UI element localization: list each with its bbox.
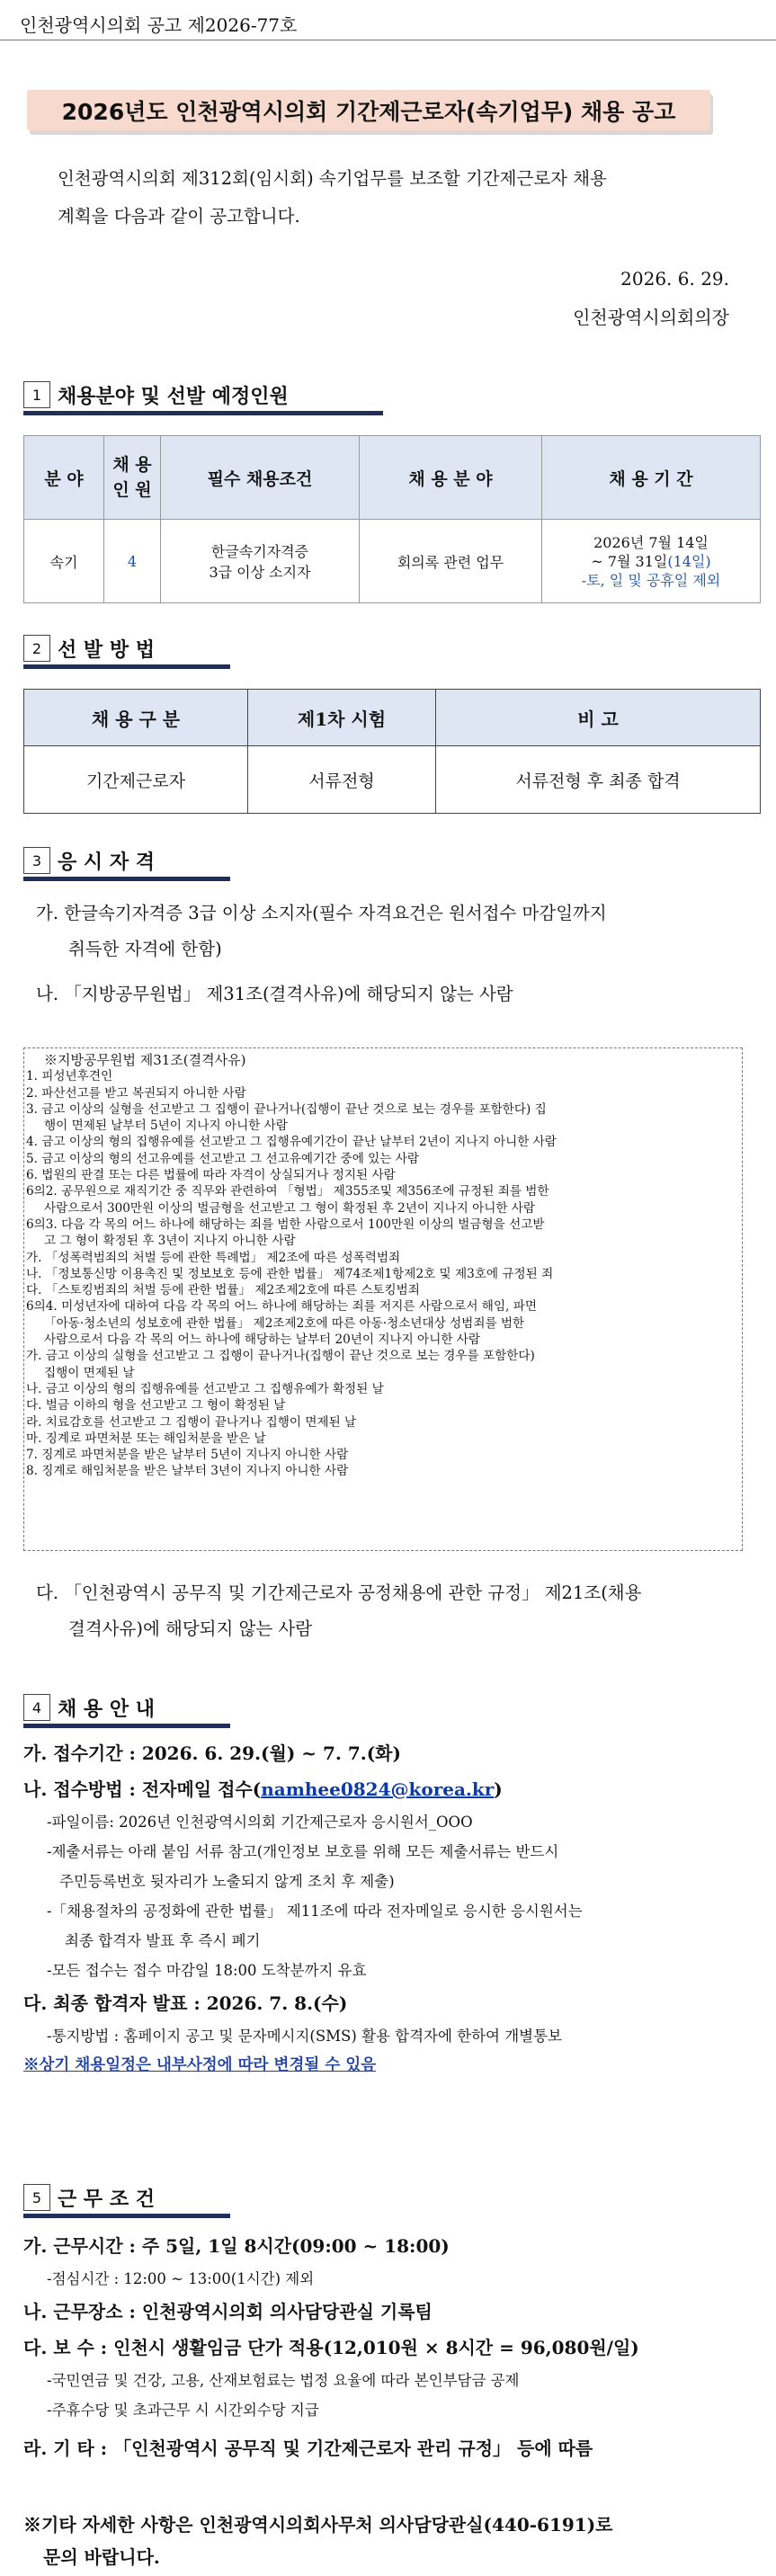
col-header: 채 용 기 간 <box>542 436 761 520</box>
box-line: 2. 파산선고를 받고 복권되지 아니한 사람 <box>26 1085 246 1101</box>
intro-line-2: 계획을 다음과 같이 공고합니다. <box>58 206 300 227</box>
box-line: 1. 피성년후견인 <box>26 1069 113 1084</box>
documents-rule-cont: 주민등록번호 뒷자리가 노출되지 않게 조치 후 제출) <box>59 1873 395 1890</box>
qualification-da <box>36 1575 755 1647</box>
col-header: 필수 채용조건 <box>161 436 360 520</box>
section-4-heading <box>23 1690 230 1725</box>
section-title: 채 용 안 내 <box>58 1698 155 1721</box>
table-cell: 서류전형 후 최종 합격 <box>436 746 761 814</box>
contact-note <box>23 2509 761 2573</box>
section-underline <box>23 664 230 669</box>
section-2-heading <box>23 631 230 665</box>
deadline-rule: -모든 접수는 접수 마감일 18:00 도착분까지 유효 <box>47 1962 367 1979</box>
box-line: 사람으로서 300만원 이상의 벌금형을 선고받고 그 형이 확정된 후 2년이 지나지 아니한 사람 <box>44 1200 536 1216</box>
email-link[interactable]: namhee0824@korea.kr <box>261 1778 495 1800</box>
qualification-na: 나. 「지방공무원법」 제31조(결격사유)에 해당되지 않는 사람 <box>36 984 513 1004</box>
box-line: 나. 「정보통신망 이용촉진 및 정보보호 등에 관한 법률」 제74조제1항제2호 및 제3호에 규정된 죄 <box>26 1266 554 1281</box>
box-line: 8. 징계로 해임처분을 받은 날부터 3년이 지나지 아니한 사람 <box>26 1464 349 1479</box>
section-underline <box>23 411 383 415</box>
section-underline <box>23 1724 230 1728</box>
section-5-heading <box>23 2180 230 2215</box>
disposal-rule-cont: 최종 합격자 발표 후 즉시 폐기 <box>65 1932 261 1949</box>
cell-field: 속기 <box>24 520 104 603</box>
box-line: 4. 금고 이상의 형의 집행유예를 선고받고 그 집행유예기간이 끝난 날부터 2년이 지나지 아니한 사람 <box>26 1135 557 1150</box>
other-conditions: 라. 기 타 : 「인천광역시 공무직 및 기간제근로자 관리 규정」 등에 따름 <box>23 2438 593 2459</box>
issuer-name: 인천광역시의회의장 <box>573 307 729 328</box>
salary: 다. 보 수 : 인천시 생활임금 단가 적용(12,010원 × 8시간 = 96,080원/일) <box>23 2337 639 2358</box>
box-line: 5. 금고 이상의 형의 선고유예를 선고받고 그 선고유예기간 중에 있는 사람 <box>26 1151 419 1166</box>
box-line: 6의2. 공무원으로 재직기간 중 직무와 관련하여 「형법」 제355조및 제356조에 규정된 죄를 범한 <box>26 1184 549 1199</box>
contact-line: 문의 바랍니다. <box>43 2546 160 2568</box>
section-3-heading <box>23 843 230 878</box>
section-number: 5 <box>23 2184 50 2211</box>
result-announcement: 다. 최종 합격자 발표 : 2026. 7. 8.(수) <box>23 1992 348 2014</box>
lunch-time: -점심시간 : 12:00 ~ 13:00(1시간) 제외 <box>47 2270 315 2287</box>
table-row <box>24 746 761 814</box>
box-line: 마. 징계로 파면처분 또는 해임처분을 받은 날 <box>26 1431 266 1446</box>
section-title: 선 발 방 법 <box>58 638 155 662</box>
section-1-heading <box>23 378 383 412</box>
section-number: 2 <box>23 635 50 662</box>
schedule-change-note: ※상기 채용일정은 내부사정에 따라 변경될 수 있음 <box>23 2056 377 2074</box>
selection-table <box>23 689 761 814</box>
document-number: 인천광역시의회 공고 제2026-77호 <box>20 14 298 36</box>
box-line: 「아동·청소년의 성보호에 관한 법률」 제2조제2호에 따른 아동·청소년대상 성범죄를 범한 <box>44 1315 525 1331</box>
period-line: ~ 7월 31일(14일) <box>591 552 711 570</box>
box-line: 가. 「성폭력범죄의 처벌 등에 관한 특례법」 제2조에 따른 성폭력범죄 <box>26 1250 401 1265</box>
period-line: -토, 일 및 공휴일 제외 <box>581 571 721 589</box>
section-number: 1 <box>23 381 50 408</box>
qualification-ga <box>36 896 755 967</box>
box-line: 6의4. 미성년자에 대하여 다음 각 목의 어느 하나에 해당하는 죄를 저지른 사람으로서 해임, 파면 <box>26 1299 537 1315</box>
col-header: 비 고 <box>436 690 761 746</box>
section-underline <box>23 877 230 881</box>
contact-line: ※기타 자세한 사항은 인천광역시의회사무처 의사담당관실(440-6191)로 <box>23 2514 613 2536</box>
notice-date: 2026. 6. 29. <box>620 268 729 290</box>
box-title: ※지방공무원법 제31조(결격사유) <box>44 1052 246 1068</box>
work-hours: 가. 근무시간 : 주 5일, 1일 8시간(09:00 ~ 18:00) <box>23 2235 450 2257</box>
box-line: 고 그 형이 확정된 후 3년이 지나지 아니한 사람 <box>44 1234 296 1249</box>
intro-line-1: 인천광역시의회 제312회(임시회) 속기업무를 보조할 기간제근로자 채용 <box>58 168 607 189</box>
work-place: 나. 근무장소 : 인천광역시의회 의사담당관실 기록팀 <box>23 2301 433 2322</box>
recruitment-table <box>23 435 761 603</box>
documents-rule: -제출서류는 아래 붙임 서류 참고(개인정보 보호를 위해 모든 제출서류는 반드시 <box>47 1843 559 1860</box>
col-header: 채 용 분 야 <box>360 436 542 520</box>
section-title: 응 시 자 격 <box>58 851 155 874</box>
table-cell: 서류전형 <box>248 746 436 814</box>
qualification-line: 가. 한글속기자격증 3급 이상 소지자(필수 자격요건은 원서접수 마감일까지 <box>36 903 607 923</box>
cell-count: 4 <box>104 520 161 603</box>
col-header: 분 야 <box>24 436 104 520</box>
section-title: 근 무 조 건 <box>58 2188 155 2211</box>
period-line: 2026년 7월 14일 <box>593 533 709 551</box>
col-header: 채 용 구 분 <box>24 690 248 746</box>
table-cell: 기간제근로자 <box>24 746 248 814</box>
box-line: 집행이 면제된 날 <box>44 1365 135 1380</box>
box-line: 다. 벌금 이하의 형을 선고받고 그 형이 확정된 날 <box>26 1398 286 1413</box>
section-number: 4 <box>23 1694 50 1721</box>
qualification-line: 결격사유)에 해당되지 않는 사람 <box>68 1618 313 1639</box>
work-conditions <box>23 2228 743 2466</box>
section-number: 3 <box>23 847 50 874</box>
condition-line: 3급 이상 소지자 <box>209 564 311 581</box>
disposal-rule: -「채용절차의 공정화에 관한 법률」 제11조에 따라 전자메일로 응시한 응시원서는 <box>47 1903 583 1920</box>
qualification-line: 다. 「인천광역시 공무직 및 기간제근로자 공정채용에 관한 규정」 제21조(채용 <box>36 1582 642 1603</box>
box-line: 나. 금고 이상의 형의 집행유예를 선고받고 그 집행유예가 확정된 날 <box>26 1381 384 1396</box>
insurance-note: -국민연금 및 건강, 고용, 산재보험료는 법정 요율에 따라 본인부담금 공제 <box>47 2372 520 2389</box>
allowance-note: -주휴수당 및 초과근무 시 시간외수당 지급 <box>47 2402 319 2419</box>
box-line: 6의3. 다음 각 목의 어느 하나에 해당하는 죄를 범한 사람으로서 100만원 이상의 벌금형을 선고받 <box>26 1217 545 1232</box>
box-line: 7. 징계로 파면처분을 받은 날부터 5년이 지나지 아니한 사람 <box>26 1448 349 1463</box>
col-header: 채 용 인 원 <box>104 436 161 520</box>
section-title: 채용분야 및 선발 예정인원 <box>58 385 289 408</box>
notification-method: -통지방법 : 홈페이지 공고 및 문자메시지(SMS) 활용 합격자에 한하여 개별통보 <box>47 2028 562 2045</box>
box-line: 가. 금고 이상의 실형을 선고받고 그 집행이 끝나거나(집행이 끝난 것으로 보는 경우를 포함한다) <box>26 1349 535 1364</box>
box-line: 사람으로서 다음 각 목의 어느 하나에 해당하는 날부터 20년이 지나지 아니한 사람 <box>44 1333 481 1348</box>
box-line: 행이 면제된 날부터 5년이 지나지 아니한 사람 <box>44 1119 288 1134</box>
cell-period <box>542 520 761 603</box>
file-name-rule: -파일이름: 2026년 인천광역시의회 기간제근로자 응시원서_OOO <box>47 1814 473 1831</box>
cell-area: 회의록 관련 업무 <box>360 520 542 603</box>
box-line: 다. 「스토킹범죄의 처벌 등에 관한 법률」 제2조제2호에 따른 스토킹범죄 <box>26 1283 420 1298</box>
intro-text <box>58 160 741 236</box>
condition-line: 한글속기자격증 <box>210 543 309 560</box>
col-header: 제1차 시험 <box>248 690 436 746</box>
qualification-line: 취득한 자격에 한함) <box>68 939 222 959</box>
box-line: 라. 치료감호를 선고받고 그 집행이 끝나거나 집행이 면제된 날 <box>26 1414 357 1430</box>
notice-title: 2026년도 인천광역시의회 기간제근로자(속기업무) 채용 공고 <box>27 90 710 130</box>
table-row <box>24 520 761 603</box>
section-underline <box>23 2214 230 2218</box>
box-line: 6. 법원의 판결 또는 다른 법률에 따라 자격이 상실되거나 정지된 사람 <box>26 1168 396 1183</box>
box-line: 3. 금고 이상의 실형을 선고받고 그 집행이 끝나거나(집행이 끝난 것으로 보는 경우를 포함한다) 집 <box>26 1101 547 1117</box>
cell-condition <box>161 520 360 603</box>
application-info <box>23 1735 743 2081</box>
application-method: 나. 접수방법 : 전자메일 접수(namhee0824@korea.kr) <box>23 1778 503 1800</box>
disqualification-box <box>23 1047 743 1551</box>
application-period: 가. 접수기간 : 2026. 6. 29.(월) ~ 7. 7.(화) <box>23 1743 401 1764</box>
